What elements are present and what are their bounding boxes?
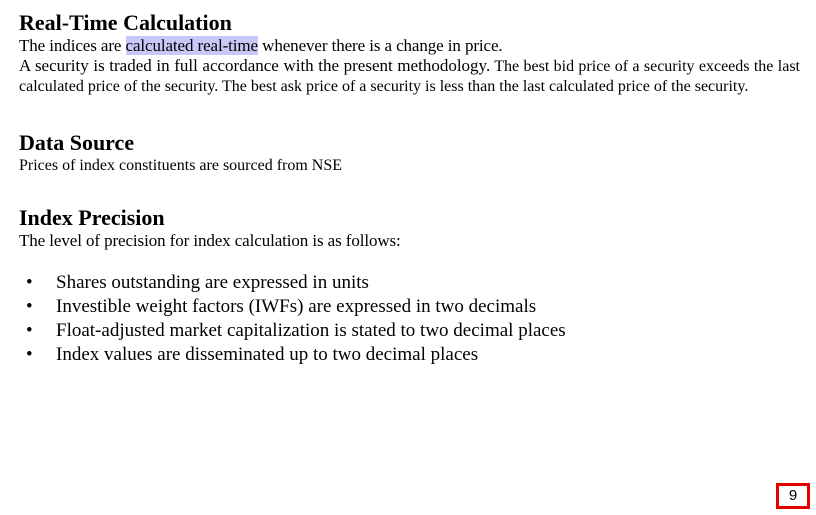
- section-data-source: [19, 130, 800, 176]
- precision-bullet-list: [19, 271, 800, 367]
- data-source-paragraph: Prices of index constituents are sourced from NSE: [19, 157, 343, 174]
- list-item-text: Investible weight factors (IWFs) are expressed in two decimals: [56, 296, 537, 317]
- list-item: [19, 271, 800, 295]
- section-heading-real-time: Real-Time Calculation: [19, 10, 232, 35]
- list-item: [19, 343, 800, 367]
- lead-text-before: The indices are: [19, 36, 126, 55]
- lead-text-after: whenever there is a change in price.: [258, 36, 503, 55]
- section-index-precision: [19, 205, 800, 367]
- document-page: [19, 10, 800, 367]
- list-item: [19, 295, 800, 319]
- body-rest-text: The best bid price of a security exceeds the last calculated price of the security. The best ask price of a security is less than the last calculated price of the security.: [19, 58, 800, 95]
- page-number: 9: [776, 483, 810, 509]
- bullet-icon: •: [26, 272, 33, 293]
- bullet-icon: •: [26, 296, 33, 317]
- section-real-time-calculation: [19, 10, 800, 97]
- bullet-icon: •: [26, 320, 33, 341]
- real-time-lead-paragraph: [19, 36, 800, 56]
- list-item-text: Shares outstanding are expressed in units: [56, 272, 369, 293]
- text-selection-highlight[interactable]: calculated real-time: [125, 36, 258, 55]
- section-heading-data-source: Data Source: [19, 130, 135, 155]
- bullet-icon: •: [26, 344, 33, 365]
- list-item-text: Float-adjusted market capitalization is stated to two decimal places: [56, 320, 566, 341]
- section-heading-index-precision: Index Precision: [19, 205, 165, 230]
- list-item: [19, 319, 800, 343]
- precision-intro-paragraph: The level of precision for index calculation is as follows:: [19, 231, 401, 250]
- real-time-body-paragraph: [19, 56, 800, 97]
- list-item-text: Index values are disseminated up to two decimal places: [56, 344, 479, 365]
- body-first-sentence: A security is traded in full accordance with the present methodology.: [19, 56, 491, 75]
